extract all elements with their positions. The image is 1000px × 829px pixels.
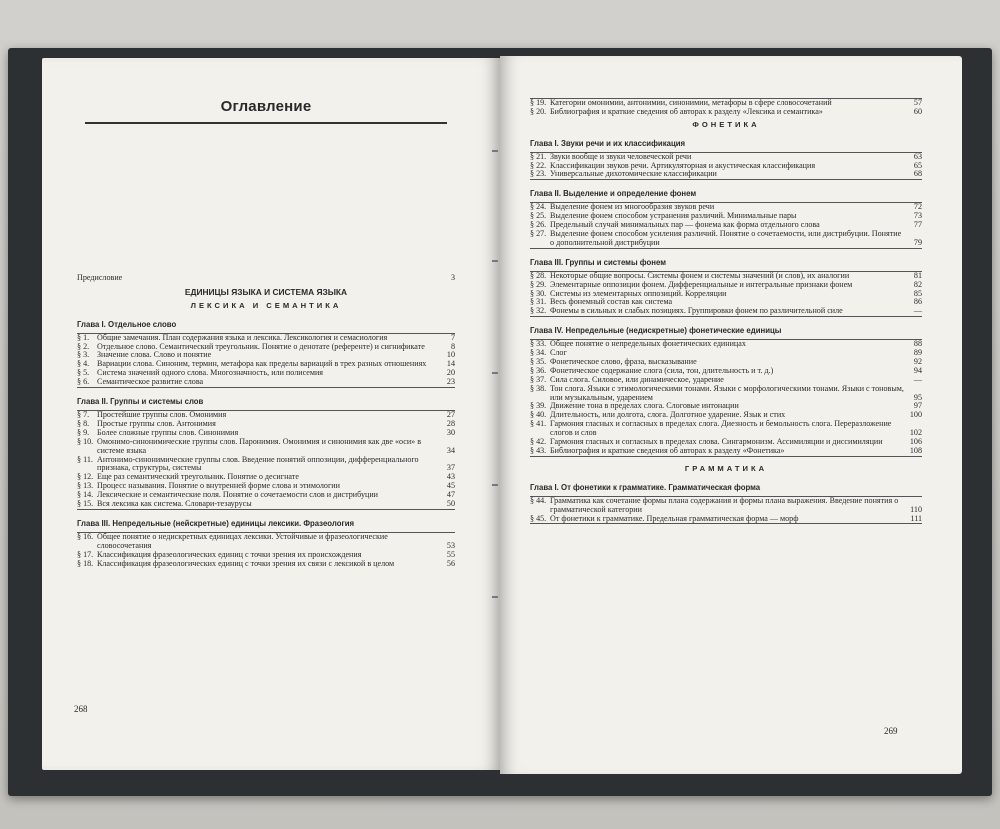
entry-number: § 44. [530, 495, 547, 505]
entry-text: Сила слога. Силовое, или динамическое, ударение [550, 374, 724, 384]
entry-number: § 40. [530, 410, 547, 420]
entry-page: 86 [913, 297, 922, 307]
entry-page: 60 [913, 106, 922, 116]
binding-stitch [492, 596, 498, 598]
chapter-rule [530, 316, 922, 317]
chapter-title: Глава IV. Непредельные (недискретные) фонетические единицы [530, 326, 782, 336]
toc-entry [77, 378, 455, 387]
entry-page: 81 [913, 270, 922, 280]
entry-number: § 19. [530, 98, 547, 107]
entry-number: § 36. [530, 365, 547, 375]
entry-number: § 16. [77, 531, 94, 541]
entry-page: 102 [909, 428, 922, 438]
entry-text: Выделение фонем из многообразия звуков речи [550, 202, 715, 212]
entry-text: Универсальные дихотомические классификации [550, 169, 717, 179]
chapter-entries [77, 411, 455, 509]
entry-text: Классификации звуков речи. Артикуляторная и акустическая классификация [550, 160, 816, 170]
chapter-rule [530, 248, 922, 249]
entry-text: Антонимо-синонимические группы слов. Введение понятий оппозиции, дифференциального признака, структуры, системы [97, 454, 419, 473]
page-number-right: 269 [884, 726, 898, 736]
entry-text: Общее понятие о непредельных фонетических единицах [550, 339, 746, 349]
entry-number: § 3. [77, 350, 90, 360]
top-entries [530, 99, 922, 117]
entry-page: 8 [450, 341, 455, 351]
entry-number: § 5. [77, 368, 90, 378]
entry-number: § 43. [530, 446, 547, 455]
entry-text: Движение тона в пределах слога. Слоговые интонации [550, 401, 739, 411]
toc-entry [530, 108, 922, 117]
left-page [42, 58, 500, 770]
preface-text: Предисловие [77, 273, 123, 282]
entry-page: 53 [446, 540, 455, 550]
entry-text: Тон слога. Языки с этимологическими тонами. Языки с морфологическими тонами. Языки с тоновым, или музыкальным, ударением [550, 383, 904, 402]
entry-number: § 38. [530, 383, 547, 393]
right-page [500, 56, 962, 774]
entry-text: Классификация фразеологических единиц с точки зрения их связи с лексикой в целом [97, 558, 395, 568]
entry-number: § 23. [530, 169, 547, 179]
entry-page: 43 [446, 472, 455, 482]
entry-number: § 20. [530, 106, 547, 116]
entry-page: 100 [909, 410, 922, 420]
entry-number: § 30. [530, 288, 547, 298]
binding-stitch [492, 484, 498, 486]
chapter-entries [530, 340, 922, 456]
entry-page: 45 [446, 481, 455, 491]
page-number-left: 268 [74, 704, 88, 714]
entry-number: § 9. [77, 427, 90, 437]
left-page-content [77, 90, 455, 568]
chapter-entries [530, 153, 922, 180]
entry-text: Библиография и краткие сведения об авторах к разделу «Фонетика» [550, 446, 785, 455]
entry-text: Семантическое развитие слова [97, 377, 204, 387]
chapter-entries [530, 497, 922, 524]
entry-number: § 10. [77, 436, 94, 446]
entry-text: Предельный случай минимальных пар — фонема как форма отдельного слова [550, 220, 820, 230]
entry-number: § 18. [77, 558, 94, 568]
entry-page: 10 [446, 350, 455, 360]
entry-page: 88 [913, 339, 922, 349]
entry-text: Общие замечания. План содержания языка и лексика. Лексикология и семасиология [97, 332, 388, 342]
chapter-rule [77, 387, 455, 388]
preface-row [77, 274, 455, 283]
entry-text: Грамматика как сочетание формы плана содержания и формы плана выражения. Введение понятия о грамматической категории [550, 495, 899, 514]
entry-text: Значение слова. Слово и понятие [97, 350, 212, 360]
binding-stitch [492, 150, 498, 152]
toc-entry [530, 230, 922, 248]
entry-page: 47 [446, 490, 455, 500]
toc-entry [530, 420, 922, 438]
entry-text: Длительность, или долгота, слога. Долготное ударение. Язык и стих [550, 410, 786, 420]
entry-number: § 26. [530, 220, 547, 230]
entry-number: § 45. [530, 513, 547, 523]
entry-page: 108 [909, 446, 922, 455]
chapter-entries [77, 334, 455, 387]
entry-page: 7 [450, 332, 455, 342]
entry-number: § 8. [77, 418, 90, 428]
toc-entry [530, 385, 922, 403]
toc-entry [530, 447, 922, 456]
chapter-title: Глава I. От фонетики к грамматике. Грамматическая форма [530, 482, 761, 492]
entry-text: Фонетическое содержание слога (сила, тон, длительность и т. д.) [550, 365, 774, 375]
entry-number: § 1. [77, 332, 90, 342]
entry-text: Фонемы в сильных и слабых позициях. Группировки фонем по различительной силе [550, 306, 843, 316]
entry-page: 14 [446, 359, 455, 369]
entry-page: 106 [909, 437, 922, 447]
entry-page: 110 [910, 504, 922, 514]
entry-text: Выделение фонем способом устранения различий. Минимальные пары [550, 211, 797, 221]
entry-text: Процесс называния. Понятие о внутренней форме слова и этимологии [97, 481, 340, 491]
entry-page: 79 [913, 237, 922, 247]
entry-number: § 28. [530, 270, 547, 280]
entry-page: 65 [913, 160, 922, 170]
entry-text: Вариации слова. Синоним, термин, метафора как пределы вариаций в трех разных отношениях [97, 359, 427, 369]
entry-number: § 21. [530, 151, 547, 161]
entry-page: 50 [446, 499, 455, 509]
part-title-lexicon: ЛЕКСИКА И СЕМАНТИКА [190, 300, 342, 310]
entry-number: § 42. [530, 437, 547, 447]
entry-page: 92 [913, 356, 922, 366]
entry-page: 20 [446, 368, 455, 378]
entry-page: 55 [446, 549, 455, 559]
entry-number: § 39. [530, 401, 547, 411]
entry-page: 89 [913, 348, 922, 358]
entry-text: От фонетики к грамматике. Предельная грамматическая форма — морф [550, 513, 799, 523]
chapter-rule [77, 509, 455, 510]
chapter-title: Глава III. Непредельные (нейскретные) единицы лексики. Фразеология [77, 518, 355, 528]
entry-page: 73 [913, 211, 922, 221]
entry-text: Еще раз семантический треугольник. Понятие о десигнате [97, 472, 299, 482]
entry-page: 72 [913, 202, 922, 212]
entry-page: 37 [446, 463, 455, 473]
entry-number: § 31. [530, 297, 547, 307]
entry-page: — [913, 374, 922, 384]
entry-number: § 27. [530, 228, 547, 238]
toc-entry [77, 456, 455, 474]
entry-text: Вся лексика как система. Словари-тезаурусы [97, 499, 252, 509]
entry-text: Более сложные группы слов. Синонимия [97, 427, 239, 437]
entry-text: Некоторые общие вопросы. Системы фонем и системы значений (и слов), их аналогии [550, 270, 850, 280]
part-title-grammar: ГРАММАТИКА [684, 463, 768, 473]
preface-page: 3 [450, 273, 455, 282]
entry-text: Простейшие группы слов. Омонимия [97, 409, 227, 419]
toc-entry [530, 497, 922, 515]
entry-number: § 14. [77, 490, 94, 500]
chapter-entries [77, 533, 455, 569]
entry-page: 82 [913, 279, 922, 289]
chapter-entries [530, 203, 922, 248]
entry-number: § 35. [530, 356, 547, 366]
toc-entry [77, 438, 455, 456]
binding-stitch [492, 260, 498, 262]
chapter-rule [530, 456, 922, 457]
entry-text: Звуки вообще и звуки человеческой речи [550, 151, 692, 161]
right-page-content [530, 98, 922, 524]
toc-entry [77, 560, 455, 569]
toc-entry [530, 340, 922, 349]
entry-page: 28 [446, 418, 455, 428]
entry-page: — [913, 306, 922, 316]
chapter-rule [530, 523, 922, 524]
entry-number: § 7. [77, 409, 90, 419]
chapter-title: Глава III. Группы и системы фонем [530, 257, 666, 267]
entry-text: Система значений одного слова. Многозначность, или полисемия [97, 368, 324, 378]
entry-page: 97 [913, 401, 922, 411]
entry-page: 63 [913, 151, 922, 161]
entry-text: Лексические и семантические поля. Понятие о сочетаемости слов и дистрибуции [97, 490, 378, 500]
entry-text: Гармония гласных и согласных в пределах слова. Сингармонизм. Ассимиляции и диссимиляции [550, 437, 883, 447]
entry-number: § 25. [530, 211, 547, 221]
entry-number: § 32. [530, 306, 547, 316]
chapter-title: Глава I. Звуки речи и их классификация [530, 138, 686, 148]
entry-page: 30 [446, 427, 455, 437]
chapter-entries [530, 272, 922, 317]
entry-text: Выделение фонем способом усиления различий. Понятие о сочетаемости, или дистрибуции. Понятие о дополнительной дистрибуции [550, 228, 902, 247]
entry-page: 68 [913, 169, 922, 179]
entry-text: Фонетическое слово, фраза, высказывание [550, 356, 697, 366]
toc-entry [77, 500, 455, 509]
entry-number: § 13. [77, 481, 94, 491]
entry-text: Общее понятие о недискретных единицах лексики. Устойчивые и фразеологические словосочетания [97, 531, 388, 550]
entry-number: § 15. [77, 499, 94, 509]
entry-number: § 17. [77, 549, 94, 559]
entry-text: Омонимо-синонимические группы слов. Паронимия. Омонимия и синонимия как две «оси» в системе языка [97, 436, 422, 455]
entry-number: § 34. [530, 348, 547, 358]
entry-page: 56 [446, 558, 455, 568]
entry-page: 23 [446, 377, 455, 387]
section-title: ЕДИНИЦЫ ЯЗЫКА И СИСТЕМА ЯЗЫКА [184, 286, 348, 297]
entry-number: § 12. [77, 472, 94, 482]
chapter-title: Глава II. Выделение и определение фонем [530, 189, 697, 199]
entry-text: Элементарные оппозиции фонем. Дифференциальные и интегральные признаки фонем [550, 279, 853, 289]
toc-entry [530, 307, 922, 316]
entry-text: Категории омонимии, антонимии, синонимии, метафоры в сфере словосочетаний [550, 98, 832, 107]
entry-text: Классификация фразеологических единиц с точки зрения их происхождения [97, 549, 362, 559]
entry-number: § 4. [77, 359, 90, 369]
entry-text: Гармония гласных и согласных в пределах слога. Диезность и бемольность слога. Переразложение слогов и слов [550, 419, 892, 438]
entry-page: 111 [910, 513, 922, 523]
entry-page: 57 [913, 98, 922, 107]
chapter-title: Глава I. Отдельное слово [77, 319, 177, 329]
entry-page: 34 [446, 445, 455, 455]
toc-title: Оглавление [220, 98, 312, 115]
entry-number: § 29. [530, 279, 547, 289]
entry-number: § 2. [77, 341, 90, 351]
entry-page: 77 [913, 220, 922, 230]
entry-number: § 41. [530, 419, 547, 429]
entry-page: 95 [913, 392, 922, 402]
entry-text: Системы из элементарных оппозиций. Корреляции [550, 288, 727, 298]
entry-page: 27 [446, 409, 455, 419]
chapter-rule [530, 179, 922, 180]
entry-number: § 37. [530, 374, 547, 384]
entry-number: § 11. [77, 454, 93, 464]
entry-text: Слог [550, 348, 567, 358]
part-title-phonetics: ФОНЕТИКА [692, 119, 760, 129]
chapter-title: Глава II. Группы и системы слов [77, 397, 204, 407]
entry-page: 94 [913, 365, 922, 375]
entry-number: § 24. [530, 202, 547, 212]
entry-page: 85 [913, 288, 922, 298]
toc-entry [530, 515, 922, 524]
entry-text: Весь фонемный состав как система [550, 297, 673, 307]
entry-number: § 6. [77, 377, 90, 387]
entry-number: § 33. [530, 339, 547, 349]
toc-entry [77, 533, 455, 551]
entry-text: Отдельное слово. Семантический треугольник. Понятие о денотате (референте) и сигнификате [97, 341, 425, 351]
entry-text: Библиография и краткие сведения об авторах к разделу «Лексика и семантика» [550, 106, 823, 116]
entry-number: § 22. [530, 160, 547, 170]
binding-stitch [492, 372, 498, 374]
entry-text: Простые группы слов. Антонимия [97, 418, 216, 428]
toc-entry [530, 170, 922, 179]
